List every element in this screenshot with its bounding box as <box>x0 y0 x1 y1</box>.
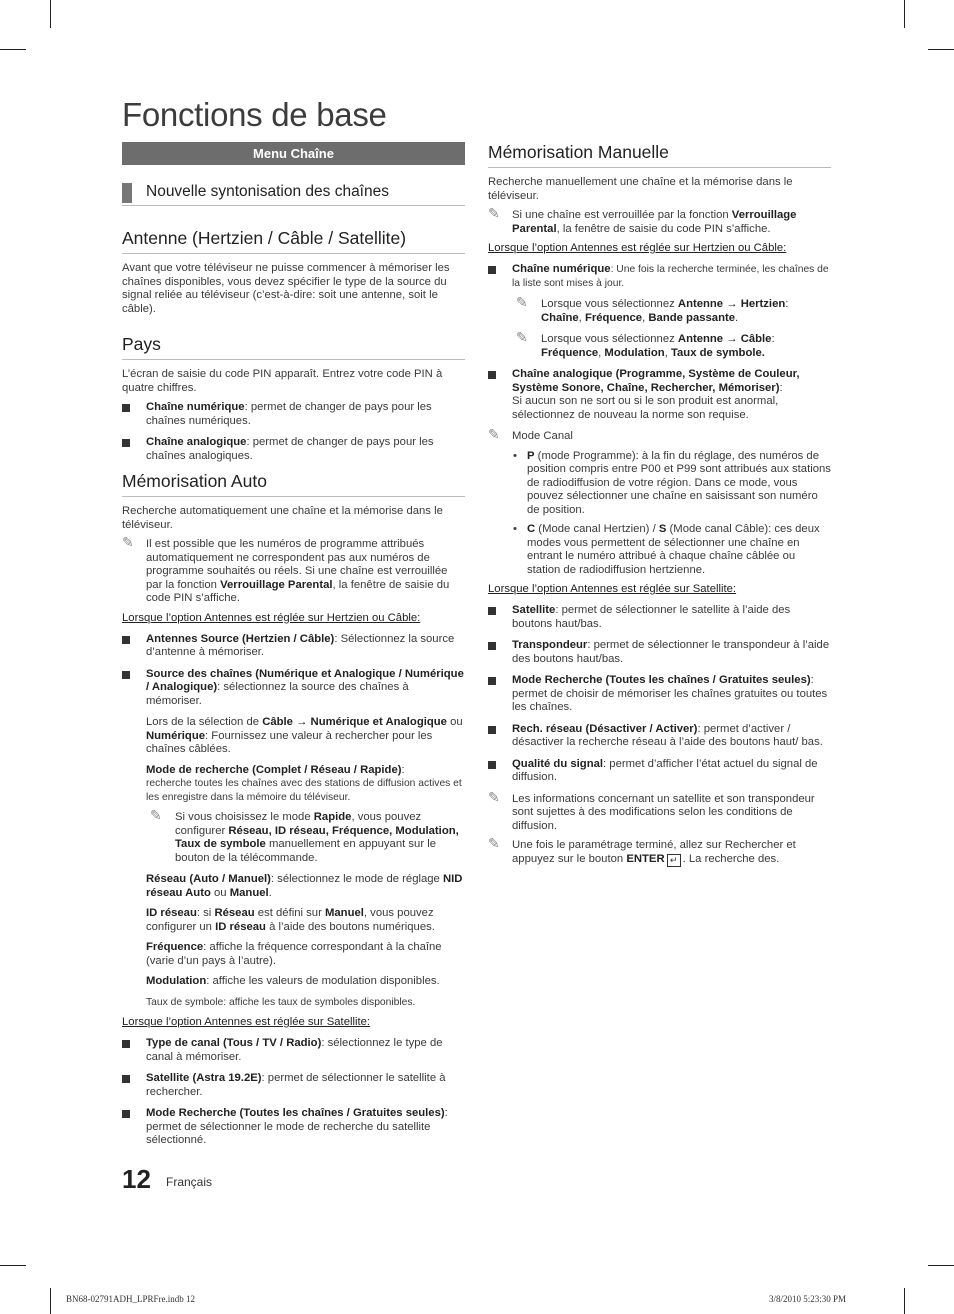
note: ✎ Les informations concernant un satellite et son transpondeur sont sujettes à des modifications selon les conditions de diffusion. <box>488 788 815 832</box>
sub-paragraph: Réseau (Auto / Manuel): sélectionnez le mode de réglage NID réseau Auto ou Manuel. <box>146 873 463 899</box>
pencil-icon: ✎ <box>488 835 500 851</box>
language-label: Français <box>166 1175 213 1189</box>
list-item: Qualité du signal: permet d’afficher l’état actuel du signal de diffusion. <box>488 758 831 785</box>
list-item: • P (mode Programme): à la fin du réglage, des numéros de position compris entre P00 et P99 sont attribués aux stations de radiodiffusion de votre région. Dans ce mode, vous pouvez sélectionner une chaîne en saisissant son numéro de position. <box>513 449 831 516</box>
sub-paragraph: ID réseau: si Réseau est défini sur Manuel, vous pouvez configurer un ID réseau à l’aide des boutons numériques. <box>146 907 435 933</box>
bullet-square <box>488 726 496 734</box>
bullet-dot: • <box>513 523 517 535</box>
crop-mark <box>904 1288 905 1314</box>
bullet-square <box>122 439 130 447</box>
note: ✎ Lorsque vous sélectionnez Antenne → Hertzien: Chaîne, Fréquence, Bande passante. <box>516 294 789 324</box>
list-item: Rech. réseau (Désactiver / Activer): permet d’activer / désactiver la recherche réseau à l’aide des boutons haut/ bas. <box>488 723 831 750</box>
crop-mark <box>50 1288 51 1314</box>
pencil-icon: ✎ <box>150 807 162 823</box>
list-item: Type de canal (Tous / TV / Radio): sélectionnez le type de canal à mémoriser. <box>122 1037 465 1064</box>
enter-icon: ↵ <box>667 854 681 867</box>
pencil-icon: ✎ <box>122 534 134 550</box>
manuelle-text: Recherche manuellement une chaîne et la mémorise dans le téléviseur. <box>488 176 793 202</box>
crop-mark <box>904 0 905 28</box>
pencil-icon: ✎ <box>488 426 500 442</box>
list-item: Chaîne numérique: permet de changer de pays pour les chaînes numériques. <box>122 401 465 428</box>
pencil-icon: ✎ <box>516 294 528 310</box>
sub-heading: Lorsque l’option Antennes est réglée sur Hertzien ou Câble: <box>488 242 787 254</box>
crop-mark <box>928 49 954 50</box>
bullet-square <box>122 404 130 412</box>
list-item: Chaîne analogique (Programme, Système de Couleur, Système Sonore, Chaîne, Rechercher, Mémoriser): Si aucun son ne sort ou si le son produit est anormal, sélectionnez de nouveau la norme son requise. <box>488 368 831 422</box>
list-item: Transpondeur: permet de sélectionner le transpondeur à l’aide des boutons haut/bas. <box>488 639 831 666</box>
antenne-heading: Antenne (Hertzien / Câble / Satellite) <box>122 228 465 254</box>
sub-paragraph: Fréquence: affiche la fréquence correspondant à la chaîne (varie d’un pays à l’autre). <box>146 941 442 967</box>
section-marker <box>122 183 132 203</box>
left-column <box>122 142 465 1156</box>
pencil-icon: ✎ <box>488 788 500 805</box>
menu-bar: Menu Chaîne <box>122 142 465 165</box>
bullet-square <box>488 266 496 274</box>
list-item: Chaîne analogique: permet de changer de pays pour les chaînes analogiques. <box>122 436 465 463</box>
bullet-square <box>488 677 496 685</box>
list-item: Mode Recherche (Toutes les chaînes / Gratuites seules): permet de sélectionner le mode de recherche du satellite sélectionné. <box>122 1107 465 1148</box>
section-title-text: Nouvelle syntonisation des chaînes <box>146 183 389 200</box>
auto-heading: Mémorisation Auto <box>122 471 465 497</box>
list-item: Satellite: permet de sélectionner le satellite à l’aide des boutons haut/bas. <box>488 604 831 631</box>
manuelle-heading: Mémorisation Manuelle <box>488 142 831 168</box>
auto-text: Recherche automatiquement une chaîne et la mémorise dans le téléviseur. <box>122 505 443 531</box>
pencil-icon: ✎ <box>516 329 528 345</box>
crop-mark <box>0 49 26 50</box>
pencil-icon: ✎ <box>488 205 500 221</box>
sub-paragraph: Mode de recherche (Complet / Réseau / Rapide): recherche toutes les chaînes avec des stations de diffusion actives et les enregistre dans la mémoire du téléviseur. <box>146 763 462 803</box>
note: ✎ Il est possible que les numéros de programme attribués automatiquement ne correspondent pas aux numéros de programme souhaités ou réels. Si une chaîne est verrouillée par la fonction Verrouillage Parental, la fenêtre de saisie du code PIN s’affiche. <box>122 534 450 604</box>
bullet-square <box>488 371 496 379</box>
bullet-square <box>488 642 496 650</box>
list-item: Satellite (Astra 19.2E): permet de sélectionner le satellite à rechercher. <box>122 1072 465 1099</box>
bullet-square <box>122 1040 130 1048</box>
note: ✎ Une fois le paramétrage terminé, allez sur Rechercher et appuyez sur le bouton ENTER ↵ . La recherche des. <box>488 835 796 865</box>
note: ✎ Lorsque vous sélectionnez Antenne → Câble: Fréquence, Modulation, Taux de symbole. <box>516 329 775 359</box>
sub-paragraph: Modulation: affiche les valeurs de modulation disponibles. <box>146 975 440 987</box>
footer-timestamp: 3/8/2010 5:23:30 PM <box>769 1294 847 1304</box>
pays-heading: Pays <box>122 334 465 360</box>
note: ✎ Si une chaîne est verrouillée par la fonction Verrouillage Parental, la fenêtre de saisie du code PIN s’affiche. <box>488 205 797 235</box>
crop-mark <box>0 1265 26 1266</box>
bullet-square <box>488 607 496 615</box>
list-item: • C (Mode canal Hertzien) / S (Mode canal Câble): ces deux modes vous permettent de sélectionner une chaîne en entrant le numéro attribué à chaque chaîne câblée ou station de radiodiffusion hertzienne. <box>513 523 820 576</box>
bullet-square <box>122 636 130 644</box>
crop-mark <box>928 1265 954 1266</box>
note: ✎ Mode Canal <box>488 426 573 442</box>
list-item: Mode Recherche (Toutes les chaînes / Gratuites seules): permet de choisir de mémoriser les chaînes gratuites ou toutes les chaînes. <box>488 674 831 715</box>
bullet-square <box>122 671 130 679</box>
sub-heading: Lorsque l’option Antennes est réglée sur Hertzien ou Câble: <box>122 611 421 624</box>
pays-text: L’écran de saisie du code PIN apparaît. Entrez votre code PIN à quatre chiffres. <box>122 368 443 394</box>
note: ✎ Si vous choisissez le mode Rapide, vous pouvez configurer Réseau, ID réseau, Fréquence, Modulation, Taux de symbole manuellement en appuyant sur le bouton de la télécommande. <box>150 807 459 864</box>
bullet-square <box>122 1110 130 1118</box>
bullet-square <box>488 761 496 769</box>
bullet-square <box>122 1075 130 1083</box>
antenne-text: Avant que votre téléviseur ne puisse commencer à mémoriser les chaînes disponibles, vous devez spécifier le type de la source du signal reliée au téléviseur (c’est-à-dire: soit une antenne, soit le câble). <box>122 262 450 315</box>
footer-file: BN68-02791ADH_LPRFre.indb 12 <box>66 1294 196 1304</box>
list-item: Chaîne numérique: Une fois la recherche terminée, les chaînes de la liste sont mises à jour. <box>488 263 831 290</box>
sub-heading: Lorsque l’option Antennes est réglée sur Satellite: <box>488 583 737 595</box>
section-title <box>122 183 465 206</box>
bullet-dot: • <box>513 449 517 462</box>
right-column <box>488 142 831 873</box>
crop-mark <box>50 0 51 28</box>
page-number: 12 <box>122 1164 151 1194</box>
sub-paragraph: Lors de la sélection de Câble → Numérique et Analogique ou Numérique: Fournissez une valeur à rechercher pour les chaînes câblées. <box>146 716 463 755</box>
list-item: Source des chaînes (Numérique et Analogique / Numérique / Analogique): sélectionnez la source des chaînes à mémoriser. <box>122 668 465 709</box>
sub-paragraph: Taux de symbole: affiche les taux de symboles disponibles. <box>146 996 416 1008</box>
page-title: Fonctions de base <box>122 96 387 133</box>
list-item: Antennes Source (Hertzien / Câble): Sélectionnez la source d’antenne à mémoriser. <box>122 633 465 660</box>
sub-heading: Lorsque l’option Antennes est réglée sur Satellite: <box>122 1016 371 1028</box>
